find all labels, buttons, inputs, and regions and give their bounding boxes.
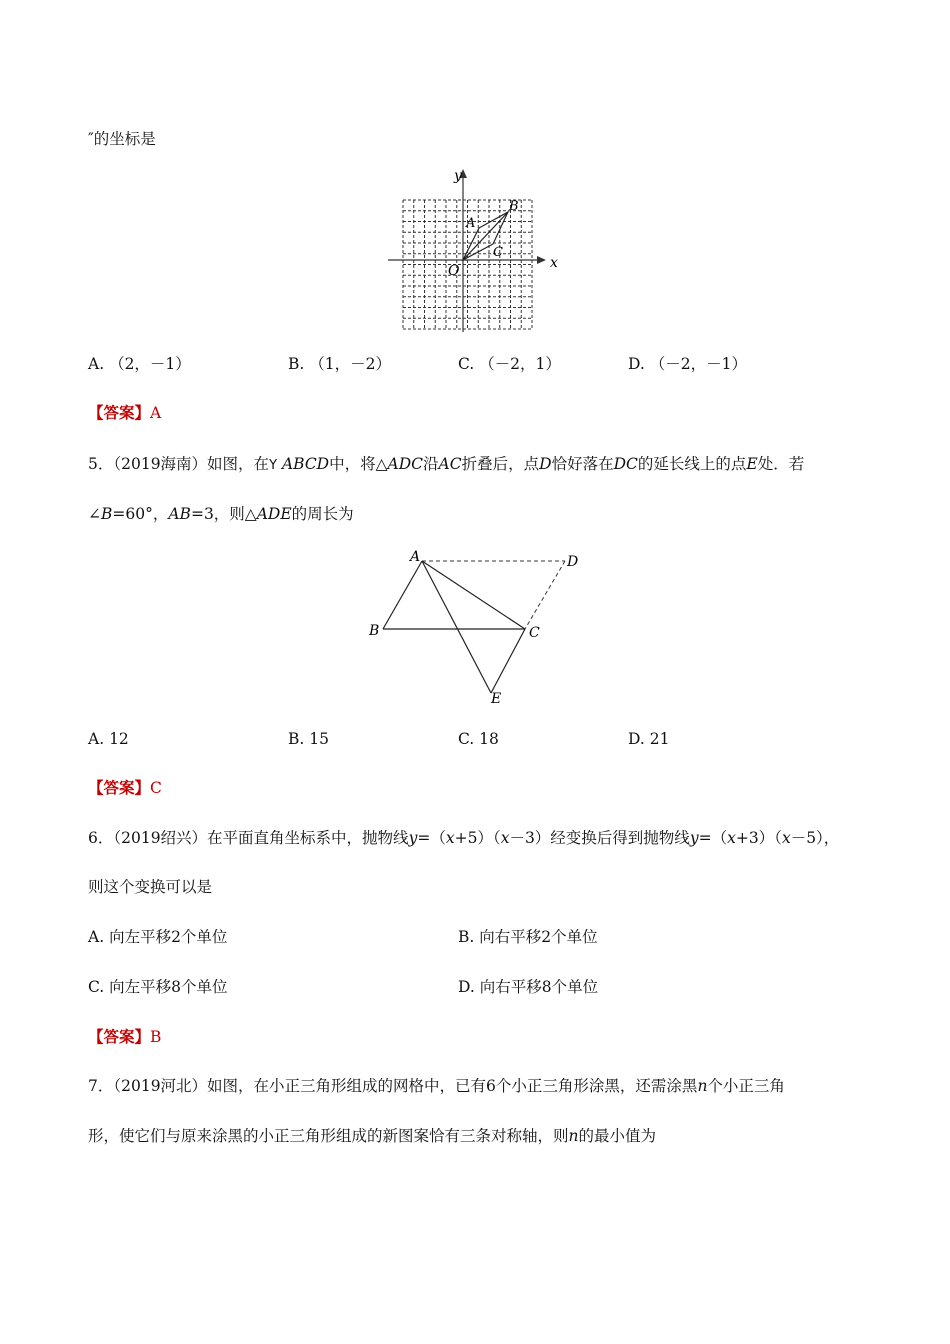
q4-label-c: C xyxy=(493,245,503,260)
q4-answer: 【答案】A xyxy=(88,403,162,422)
q5-text-line1: 5．（2019海南）如图，在Y ABCD中，将△ADC沿AC折叠后，点D恰好落在DC的延长线上的点E处．若 xyxy=(88,455,805,473)
q6-text-line2: 则这个变换可以是 xyxy=(88,878,213,896)
q4-text-tail: ″的坐标是 xyxy=(88,130,156,148)
q5-option-c: C. 18 xyxy=(458,730,499,748)
q5-label-c: C xyxy=(529,625,540,641)
q5-label-b: B xyxy=(369,623,380,639)
q4-option-b: B. （1，－2） xyxy=(288,355,391,373)
q5-label-e: E xyxy=(491,691,502,707)
q7-text-line1: 7．（2019河北）如图，在小正三角形组成的网格中，已有6个小正三角形涂黑，还需涂黑n个小正三角 xyxy=(88,1077,785,1095)
q6-text-line1: 6．（2019绍兴）在平面直角坐标系中，抛物线y=（x+5）（x－3）经变换后得到抛物线y=（x+3）（x－5）， xyxy=(88,829,840,847)
q6-option-d: D. 向右平移8个单位 xyxy=(458,978,599,996)
q4-option-d: D. （－2，－1） xyxy=(628,355,747,373)
q6-option-b: B. 向右平移2个单位 xyxy=(458,928,598,946)
q5-text-line2: ∠B=60°，AB=3，则△ADE的周长为 xyxy=(88,505,354,523)
q6-option-a: A. 向左平移2个单位 xyxy=(88,928,228,946)
q4-label-o: O xyxy=(448,263,460,279)
q5-option-a: A. 12 xyxy=(88,730,129,748)
q5-answer: 【答案】C xyxy=(88,778,162,797)
q5-option-b: B. 15 xyxy=(288,730,329,748)
q5-label-d: D xyxy=(567,554,579,570)
q4-label-b: B xyxy=(509,199,519,214)
q4-option-c: C. （－2，1） xyxy=(458,355,561,373)
q4-label-y: y xyxy=(454,168,462,184)
q4-option-a: A. （2，－1） xyxy=(88,355,191,373)
q4-label-x: x xyxy=(550,255,558,271)
q5-option-d: D. 21 xyxy=(628,730,670,748)
q4-label-a: A xyxy=(466,216,476,231)
q6-option-c: C. 向左平移8个单位 xyxy=(88,978,228,996)
q5-fold-figure xyxy=(365,545,595,710)
q4-coordinate-figure xyxy=(380,160,570,335)
q6-answer: 【答案】B xyxy=(88,1027,162,1046)
q7-text-line2: 形，使它们与原来涂黑的小正三角形组成的新图案恰有三条对称轴，则n的最小值为 xyxy=(88,1127,657,1145)
q5-label-a: A xyxy=(410,549,421,565)
